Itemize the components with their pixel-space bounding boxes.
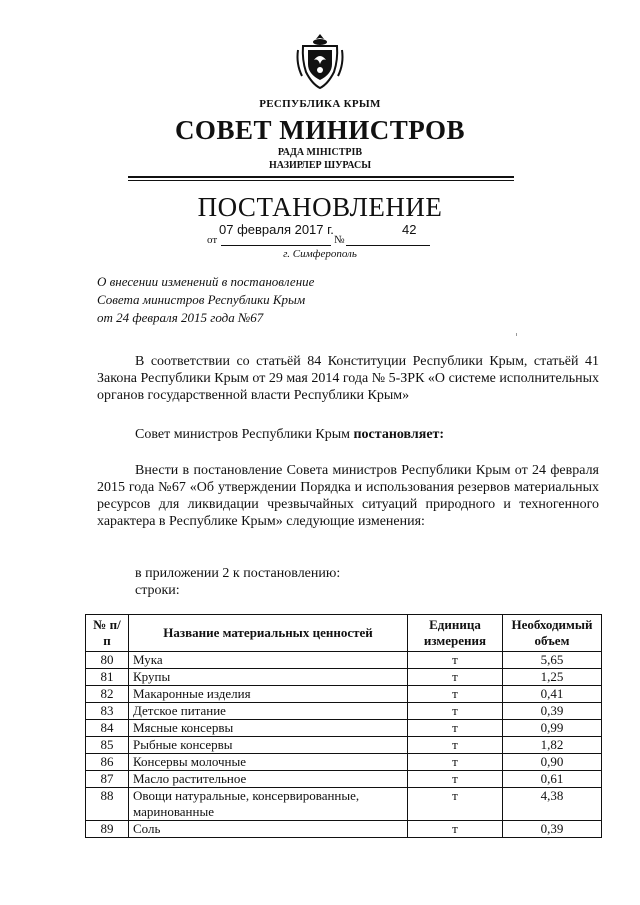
row-number: 89 — [86, 821, 129, 838]
date-underline — [221, 245, 331, 246]
decree-subject-line: от 24 февраля 2015 года №67 — [97, 310, 264, 325]
row-unit: т — [408, 788, 503, 821]
row-number: 83 — [86, 703, 129, 720]
row-name: Детское питание — [129, 703, 408, 720]
council-title-crimean-tatar: НАЗИРЛЕР ШУРАСЫ — [268, 160, 372, 171]
table-row — [86, 669, 602, 686]
row-name: Рыбные консервы — [129, 737, 408, 754]
row-number: 80 — [86, 652, 129, 669]
row-volume: 0,41 — [503, 686, 602, 703]
resolution-text: Совет министров Республики Крым — [135, 427, 354, 442]
row-name: Макаронные изделия — [129, 686, 408, 703]
number-underline — [346, 245, 430, 246]
legal-basis-paragraph: В соответствии со статьёй 84 Конституции Республики Крым, статьёй 41 Закона Республики Крым от 29 мая 2014 года № 5-ЗРК «О системе исполнительных органов государственной власти Республики Крым» — [97, 354, 599, 403]
row-volume: 0,39 — [503, 821, 602, 838]
column-header-number: № п/п — [86, 615, 129, 652]
row-volume: 0,39 — [503, 703, 602, 720]
column-header-volume: Необходимый объем — [503, 615, 602, 652]
crimea-coat-of-arms-icon — [294, 30, 346, 90]
table-row — [86, 703, 602, 720]
row-unit: т — [408, 821, 503, 838]
row-number: 86 — [86, 754, 129, 771]
row-name: Овощи натуральные, консервированные, маринованные — [129, 788, 408, 821]
date-label: от — [207, 234, 218, 246]
table-row — [86, 686, 602, 703]
decree-subject-line: О внесении изменений в постановление — [97, 274, 315, 289]
row-unit: т — [408, 720, 503, 737]
table-row — [86, 737, 602, 754]
amendment-paragraph: Внести в постановление Совета министров Республики Крым от 24 февраля 2015 года №67 «Об утверждении Порядка и использования резервов материальных ресурсов для ликвидации чрезвычайных ситуаций природного и техногенного характера в Республике Крым» следующие изменения: — [97, 463, 599, 529]
table-row — [86, 788, 602, 821]
decree-date-value: 07 февраля 2017 г. — [219, 222, 334, 237]
row-unit: т — [408, 771, 503, 788]
column-header-name: Название материальных ценностей — [129, 615, 408, 652]
row-volume: 1,82 — [503, 737, 602, 754]
table-header-row — [86, 615, 602, 652]
scan-mark — [516, 333, 517, 336]
header-divider-thin — [128, 180, 514, 181]
rows-label: строки: — [135, 583, 180, 598]
column-header-unit: Единица измерения — [408, 615, 503, 652]
row-number: 82 — [86, 686, 129, 703]
appendix-reference: в приложении 2 к постановлению: — [135, 566, 341, 581]
city-label: г. Симферополь — [283, 248, 357, 260]
table-row — [86, 720, 602, 737]
row-volume: 5,65 — [503, 652, 602, 669]
row-volume: 0,61 — [503, 771, 602, 788]
row-name: Мука — [129, 652, 408, 669]
number-label: № — [334, 234, 345, 246]
materials-table — [85, 614, 602, 838]
council-title: СОВЕТ МИНИСТРОВ — [174, 115, 466, 145]
table-row — [86, 652, 602, 669]
row-volume: 1,25 — [503, 669, 602, 686]
row-name: Крупы — [129, 669, 408, 686]
row-number: 85 — [86, 737, 129, 754]
row-unit: т — [408, 686, 503, 703]
council-title-ukrainian: РАДА МІНІСТРІВ — [277, 147, 363, 158]
table-row — [86, 754, 602, 771]
row-unit: т — [408, 703, 503, 720]
row-number: 84 — [86, 720, 129, 737]
row-name: Консервы молочные — [129, 754, 408, 771]
document-type-title: ПОСТАНОВЛЕНИЕ — [197, 192, 443, 222]
row-name: Мясные консервы — [129, 720, 408, 737]
row-number: 81 — [86, 669, 129, 686]
decree-subject-line: Совета министров Республики Крым — [97, 292, 306, 307]
resolution-paragraph — [97, 426, 599, 443]
row-unit: т — [408, 652, 503, 669]
decree-subject — [97, 273, 314, 327]
resolution-verb: постановляет: — [353, 427, 445, 442]
decree-number-value: 42 — [402, 222, 417, 237]
row-name: Соль — [129, 821, 408, 838]
row-number: 88 — [86, 788, 129, 821]
row-volume: 0,90 — [503, 754, 602, 771]
row-unit: т — [408, 669, 503, 686]
row-name: Масло растительное — [129, 771, 408, 788]
table-row — [86, 821, 602, 838]
row-volume: 0,99 — [503, 720, 602, 737]
republic-label: РЕСПУБЛИКА КРЫМ — [259, 98, 381, 110]
row-number: 87 — [86, 771, 129, 788]
table-row — [86, 771, 602, 788]
header-divider-thick — [128, 176, 514, 178]
row-unit: т — [408, 737, 503, 754]
row-volume: 4,38 — [503, 788, 602, 821]
row-unit: т — [408, 754, 503, 771]
